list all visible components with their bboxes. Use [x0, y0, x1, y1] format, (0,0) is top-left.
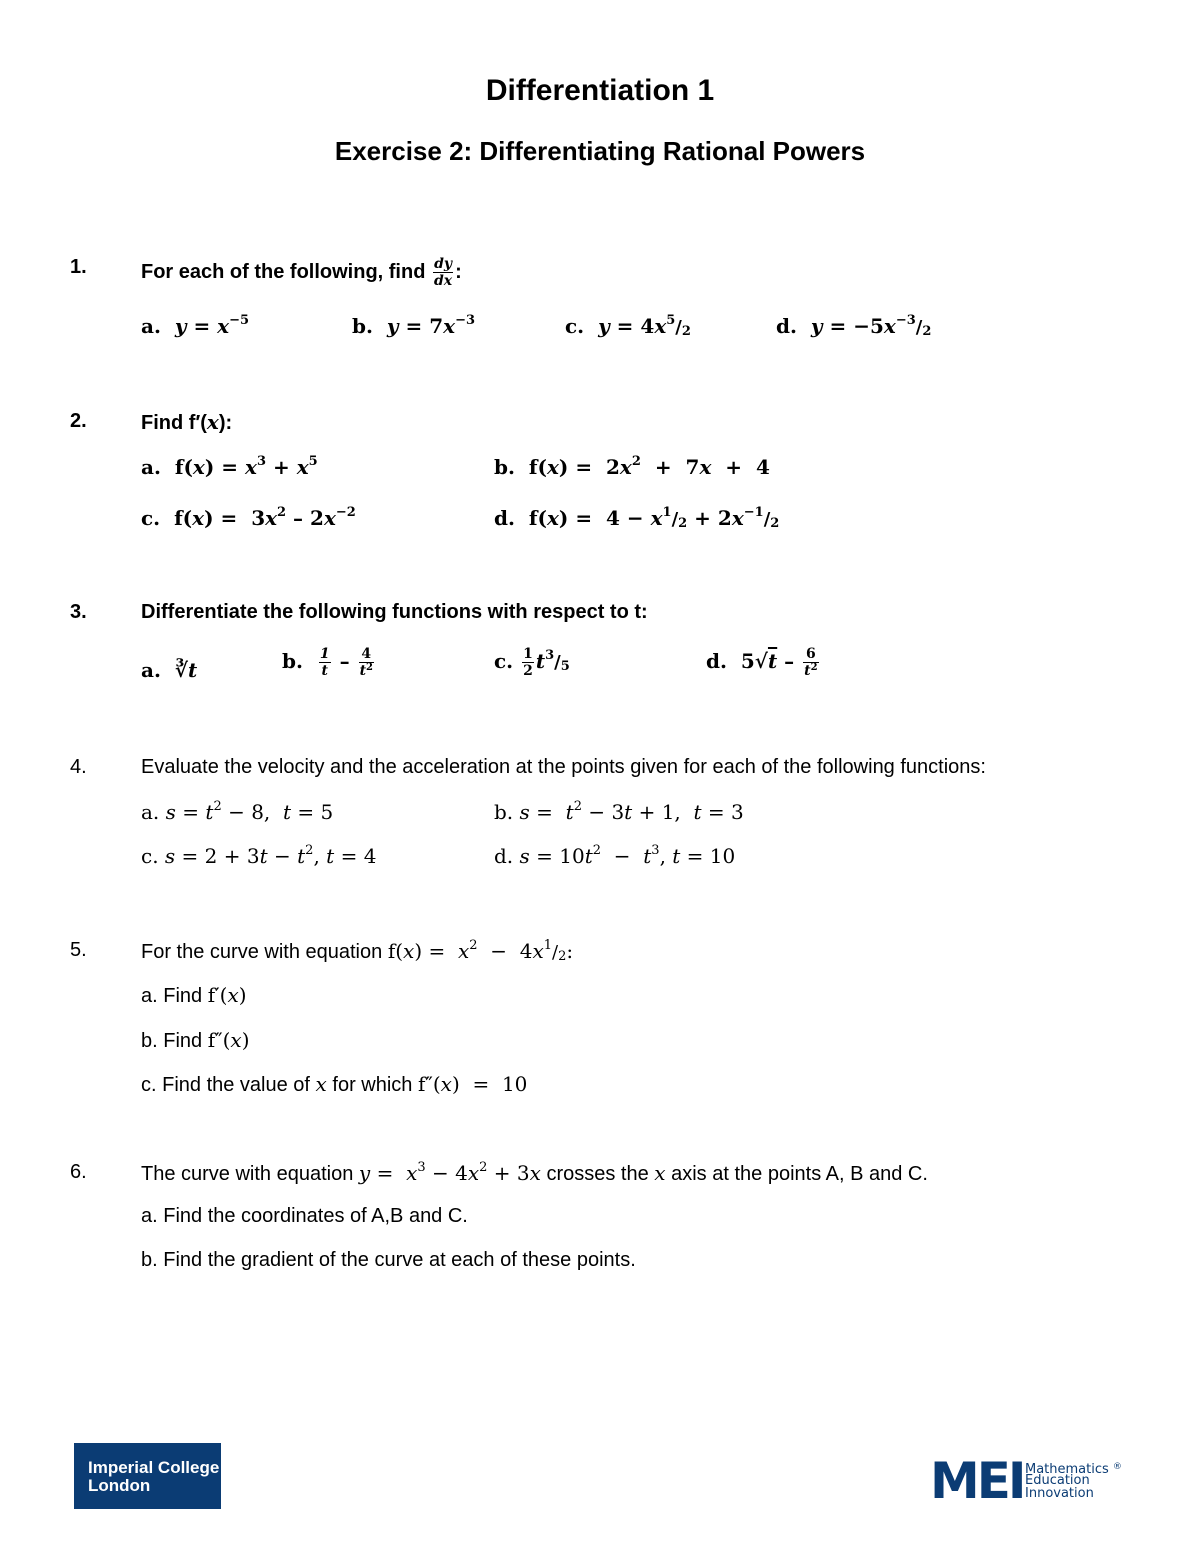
q2-number: 2.: [70, 410, 87, 432]
mei-logo-line2: Education: [1025, 1473, 1090, 1488]
q2-part-c: c. $f(x) = 3x^2 - 2x^{-2}$: [141, 505, 356, 530]
q5-number: 5.: [70, 939, 87, 961]
q4-number: 4.: [70, 756, 87, 778]
mei-logo-mark: MEI: [930, 1452, 1024, 1510]
q6-number: 6.: [70, 1161, 87, 1183]
q6-part-a: a. Find the coordinates of A,B and C.: [141, 1205, 468, 1227]
q5-text: For the curve with equation $f(x) = x^2 - 4x^1/2$:: [141, 938, 574, 964]
mei-logo-line3: Innovation: [1025, 1486, 1094, 1501]
q1-part-b: b. $y = 7x^{-3}$: [352, 313, 476, 338]
mei-logo-line1: Mathematics ®: [1025, 1462, 1122, 1477]
q1-part-d: d. $y = -5x^{-3}/2$: [776, 313, 932, 339]
q2-part-a: a. $f(x) = x^3 + x^5$: [141, 454, 318, 479]
q4-text: Evaluate the velocity and the acceleration at the points given for each of the following functions:: [141, 756, 986, 778]
imperial-logo-line1: Imperial College: [88, 1458, 220, 1477]
q3-part-d: d. 5√t – $\frac{6}{t^2}$: [706, 646, 818, 679]
q1-part-c: c. $y = 4x^5/2$: [565, 313, 691, 339]
q3-number: 3.: [70, 601, 87, 623]
q1-number: 1.: [70, 256, 87, 278]
q6-part-b: b. Find the gradient of the curve at each of these points.: [141, 1249, 636, 1271]
q3-part-c: c. $\frac{1}{2}$ $t^3/5$: [494, 646, 570, 679]
q3-part-a: a. ∛t: [141, 658, 198, 682]
page-subtitle: Exercise 2: Differentiating Rational Powers: [334, 136, 866, 166]
q6-text: The curve with equation $y = x^3 - 4x^2 + 3x$ crosses the x axis at the points A, B and C.: [141, 1160, 928, 1185]
q1-dydx: $\frac{dy}{dx}$: [434, 256, 453, 289]
q1-part-a: a. $y = x^{-5}$: [141, 313, 250, 338]
q3-part-b: b. $\frac{1}{t}$ – $\frac{4}{t^2}$: [282, 646, 374, 679]
q1-text: For each of the following, find $\frac{dy}{dx}$ :: [141, 256, 462, 289]
q4-part-c: c. $s = 2 + 3t - t^2$, t = 4: [141, 843, 377, 868]
imperial-logo-line2: London: [88, 1476, 151, 1495]
q2-text: Find f′(x):: [141, 410, 233, 434]
q5-part-c: c. Find the value of x for which f″(x) = 10: [141, 1072, 528, 1096]
q2-part-b: b. $f(x) = 2x^2 + 7x + 4$: [494, 454, 770, 479]
page-title: Differentiation 1: [485, 74, 715, 107]
q4-part-d: d. $s = 10t^2 - t^3$, t = 10: [494, 843, 736, 868]
q3-text: Differentiate the following functions with respect to t:: [141, 601, 648, 623]
q5-part-b: b. Find f″(x): [141, 1028, 250, 1052]
q1-text-label: For each of the following, find: [141, 260, 426, 283]
imperial-college-logo: [74, 1443, 221, 1509]
q2-part-d: d. $f(x) = 4 - x^1/2 + 2x^{-1}/2$: [494, 505, 780, 531]
q4-part-b: b. $s = t^2 - 3t + 1$, t = 3: [494, 799, 744, 824]
q4-part-a: a. $s = t^2 - 8$, t = 5: [141, 799, 334, 824]
q5-part-a: a. Find f′(x): [141, 983, 247, 1007]
